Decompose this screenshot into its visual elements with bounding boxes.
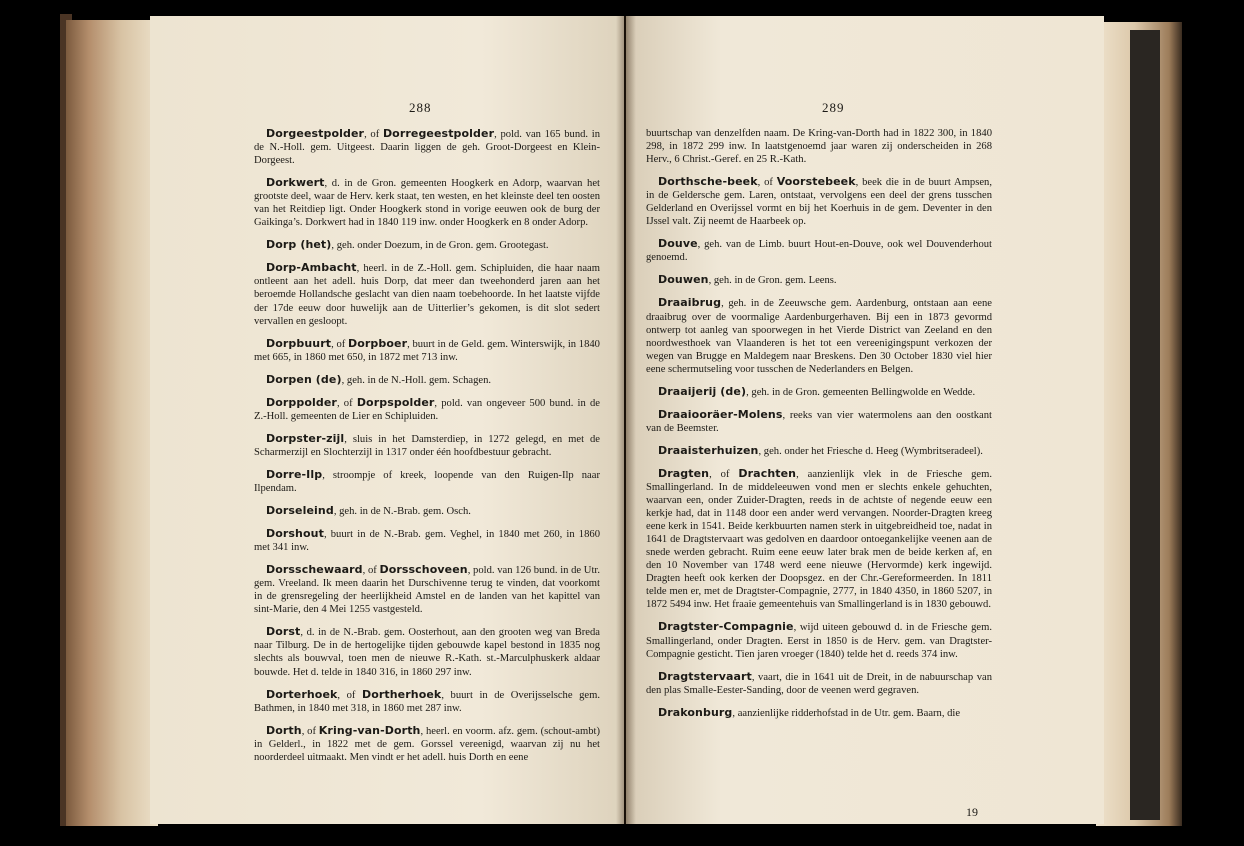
entry-headword: Draaibrug xyxy=(658,296,722,310)
entry-text: , sluis in het Damsterdiep, in 1272 gelegd, en met de Scharmerzijl en Slochterzijl in 1317 onder één hoofdbestuur gebracht. xyxy=(254,433,600,458)
left-page xyxy=(150,16,624,824)
dictionary-entry xyxy=(254,468,600,495)
dictionary-entry xyxy=(646,273,992,287)
entry-alt-headword: Dorregeestpolder xyxy=(382,127,495,140)
right-page xyxy=(626,16,1104,824)
entry-headword: Dorshout xyxy=(266,527,324,541)
entry-headword: Douve xyxy=(658,237,698,251)
entry-connector: , of xyxy=(709,468,739,480)
dictionary-entry xyxy=(254,724,600,764)
continuation-text: buurtschap van denzelfden naam. De Kring-van-Dorth had in 1822 300, in 1840 298, in 1872 299 inw. In laatstgenoemd jaar waren zij onderscheiden in 268 Herv., 6 Christ.-Geref. en 25 R.-Kath. xyxy=(646,128,992,166)
entry-text: , geh. onder het Friesche d. Heeg (Wymbritseradeel). xyxy=(758,445,983,457)
entry-text: , pold. van 126 bund. in de Utr. gem. Vreeland. Ik meen daarin het Durschivenne terug te vinden, dat voorkomt in de grensregeling der heerlijkheid Amstel en de landen van het kapittel van sint-Marie, den 4 Mei 1255 vastgesteld. xyxy=(254,565,600,616)
dictionary-entry xyxy=(646,670,992,697)
entry-headword: Dragtstervaart xyxy=(658,669,752,683)
entry-alt-headword: Voorstebeek xyxy=(776,175,856,189)
entry-alt-headword: Drachten xyxy=(738,466,797,480)
dictionary-entry xyxy=(254,688,600,715)
entry-connector: , of xyxy=(364,129,383,140)
entry-headword: Dorp-Ambacht xyxy=(266,261,357,275)
entry-text: , stroompje of kreek, loopende van den Ruigen-Ilp naar Ilpendam. xyxy=(254,469,600,494)
entry-headword: Douwen xyxy=(658,273,709,287)
entry-text: , aanzienlijk vlek in de Friesche gem. Smallingerland. In de middeleeuwen vond men er slechts enkele gehuchten, waarvan een, onder Zuider-Dragten, reeds in de achtste of negende eeuw een kerkje had, dat in 1148 door een ander werd vervangen. Noorder-Dragten kreeg eene kerk in 1541. Beide kerkbuurten namen sterk in uitgebreidheid toe, nadat in 1641 de Dragtstervaart was gedolven en daardoor ontoegankelijke veenen aan de snede werden gebracht. Ruim eene eeuw later brak men de beide kerken af, en den 10 November van 1748 werd eene nieuwe (Hervormde) kerk ingewijd. Dragten heeft ook kerken der Doopsgez. en der Chr.-Gereformeerden. In 1811 telde men er, met de Dragtster-Compagnie, 2777, in 1840 4350, in 1860 5207, in 1872 5494 inw. Het fraaie gemeentehuis van Smallingerland is in 1830 gebouwd. xyxy=(646,468,992,611)
entry-text: , pold. van ongeveer 500 bund. in de Z.-Holl. gemeenten de Lier en Schipluiden. xyxy=(254,397,600,422)
entry-text: , buurt in de N.-Brab. gem. Veghel, in 1840 met 260, in 1860 met 341 inw. xyxy=(254,529,600,554)
entry-headword: Dorppolder xyxy=(266,395,337,409)
entry-alt-headword: Dorpboer xyxy=(348,336,408,350)
dictionary-entry xyxy=(646,237,992,264)
entry-headword: Draaiooräer-Molens xyxy=(658,407,783,421)
entry-connector: , of xyxy=(757,177,777,189)
entry-text: , buurt in de Geld. gem. Winterswijk, in 1840 met 665, in 1860 met 650, in 1872 met 713 inw. xyxy=(254,338,600,363)
book-cover-right xyxy=(1130,30,1160,820)
signature-mark: 19 xyxy=(966,805,978,819)
entry-headword: Dorpbuurt xyxy=(266,336,332,350)
dictionary-entry xyxy=(254,625,600,678)
entry-headword: Dorre-Ilp xyxy=(266,467,323,481)
entry-headword: Dorsschewaard xyxy=(266,563,363,577)
entry-text: , geh. in de Zeeuwsche gem. Aardenburg, ontstaan aan eene draaibrug over de voormalige Aardenburgerhaven. Bij een in 1873 gevormd ontwerp tot aanleg van spoorwegen in het Vierde District van Zeeland en den noordwesthoek van Vlaanderen is het tot een vereenigingspunt verkozen der wegen van Brugge en Maldegem naar Breskens. Den 30 October 1830 viel hier eene schermutseling voor tusschen de Nederlanders en Belgen. xyxy=(646,298,992,375)
entry-headword: Dragtster-Compagnie xyxy=(658,620,794,634)
entry-headword: Dorgeestpolder xyxy=(266,127,365,140)
dictionary-entry xyxy=(646,408,992,435)
dictionary-entry xyxy=(646,706,992,720)
dictionary-entry xyxy=(254,176,600,229)
entry-headword: Dorp (het) xyxy=(266,238,332,252)
page-edges-left xyxy=(66,20,158,826)
dictionary-entry xyxy=(646,444,992,458)
entry-connector: , of xyxy=(337,689,362,701)
entry-connector: , of xyxy=(331,338,348,350)
entry-alt-headword: Dortherhoek xyxy=(361,687,442,701)
entry-headword: Dorseleind xyxy=(266,504,334,518)
dictionary-entry xyxy=(646,175,992,228)
page-number: 289 xyxy=(822,100,845,115)
entry-text: , heerl. in de Z.-Holl. gem. Schipluiden, die haar naam ontleent aan het adell. huis Dorp, dat meer dan tweehonderd jaren aan het beroemde Hollandsche geslacht van dien naam toebehoorde. In het laatste vijfde der 17de eeuw door huwelijk aan de Uitterlier’s gekomen, is dit slot sedert vervallen en gesloopt. xyxy=(254,263,600,327)
entry-headword: Drakonburg xyxy=(658,705,733,719)
entry-text: , geh. in de N.-Brab. gem. Osch. xyxy=(333,506,471,518)
entry-text: , geh. in de N.-Holl. gem. Schagen. xyxy=(341,374,492,386)
dictionary-entry xyxy=(254,504,600,518)
entry-text: , geh. van de Limb. buurt Hout-en-Douve, ook wel Douvenderhout genoemd. xyxy=(646,239,992,264)
entry-alt-headword: Kring-van-Dorth xyxy=(318,723,421,737)
entry-headword: Draaijerij (de) xyxy=(658,384,747,398)
dictionary-entry xyxy=(646,296,992,375)
book-gutter xyxy=(616,16,636,824)
entry-text: , beek die in de buurt Ampsen, in de Geldersche gem. Laren, ontstaat, vervolgens een deel der grens tusschen Gelderland en Overijssel vormt en bij het Koerhuis in de gem. Deventer in den IJssel valt. Zij neemt de Haarbeek op. xyxy=(646,177,992,228)
entry-text: , vaart, die in 1641 uit de Dreit, in de nabuurschap van den plas Smalle-Eester-Sanding, door de veenen werd gegraven. xyxy=(646,671,992,696)
entry-headword: Dorpen (de) xyxy=(266,372,342,386)
entry-headword: Dragten xyxy=(658,466,710,480)
entry-text: , reeks van vier watermolens aan den oostkant van de Beemster. xyxy=(646,409,992,434)
entry-text: , wijd uiteen gebouwd d. in de Friesche gem. Smallingerland, onder Dragten. Eerst in 1850 is de Herv. gem. van Dragtster-Compagnie gesticht. Tien jaren vroeger (1840) telde het d. reeds 374 inw. xyxy=(646,622,992,660)
dictionary-entry xyxy=(254,238,600,252)
dictionary-entry xyxy=(646,620,992,660)
entry-headword: Dorthsche-beek xyxy=(658,175,758,189)
entry-headword: Dorterhoek xyxy=(266,687,338,701)
entry-alt-headword: Dorpspolder xyxy=(356,395,435,409)
entry-text: , d. in de N.-Brab. gem. Oosterhout, aan den grooten weg van Breda naar Tilburg. De in de hertogelijke tijden gebouwde kapel bestond in 1835 nog slechts als bouwval, toen men de nieuwe R.-Kath. st.-Marculphuskerk aldaar bouwde. Het d. telde in 1840 316, in 1860 297 inw. xyxy=(254,627,600,678)
entry-headword: Dorst xyxy=(266,625,301,639)
dictionary-entry xyxy=(254,261,600,327)
entry-text: , heerl. en voorm. afz. gem. (schout-ambt) in Gelderl., in 1822 met de gem. Gorssel vereenigd, waarvan zij nu het noorderdeel uitmaakt. Men vindt er het adell. huis Dorth en eene xyxy=(254,725,600,763)
dictionary-entry xyxy=(254,527,600,554)
dictionary-entry xyxy=(254,337,600,364)
entry-text: , geh. in de Gron. gemeenten Bellingwolde en Wedde. xyxy=(746,386,976,398)
entry-connector: , of xyxy=(301,725,319,737)
dictionary-entry xyxy=(254,432,600,459)
entry-text: , geh. onder Doezum, in de Gron. gem. Grootegast. xyxy=(331,240,549,252)
entry-text: , d. in de Gron. gemeenten Hoogkerk en Adorp, waarvan het grootste deel, waar de Herv. kerk staat, ten westen, en het kleinste deel ten oosten van het Reitdiep ligt. Onder Hoogkerk stond in vorige eeuwen ook de burg der Gaikinga’s. Dorkwert had in 1840 119 inw. onder Hoogkerk en 8 onder Adorp. xyxy=(254,178,600,229)
dictionary-entry xyxy=(646,385,992,399)
dictionary-entry xyxy=(254,396,600,423)
entry-text: , aanzienlijke ridderhofstad in de Utr. gem. Baarn, die xyxy=(732,707,961,719)
entry-text: , buurt in de Overijsselsche gem. Bathmen, in 1840 met 318, in 1860 met 287 inw. xyxy=(254,689,600,714)
entry-alt-headword: Dorsschoveen xyxy=(379,563,468,577)
page-number: 288 xyxy=(409,100,432,115)
entry-headword: Dorpster-zijl xyxy=(266,431,345,445)
entry-connector: , of xyxy=(336,397,357,409)
right-text-column xyxy=(646,127,992,729)
entry-headword: Dorkwert xyxy=(266,176,325,190)
entry-headword: Dorth xyxy=(266,723,302,737)
entry-connector: , of xyxy=(362,565,380,577)
entry-headword: Draaisterhuizen xyxy=(658,443,759,457)
left-text-column xyxy=(254,127,600,773)
dictionary-entry xyxy=(254,563,600,616)
dictionary-entry xyxy=(254,373,600,387)
dictionary-entry xyxy=(646,467,992,612)
entry-text: , pold. van 165 bund. in de N.-Holl. gem. Uitgeest. Daarin liggen de geh. Groot-Dorgeest en Klein-Dorgeest. xyxy=(254,129,600,167)
dictionary-entry xyxy=(254,127,600,167)
entry-text: , geh. in de Gron. gem. Leens. xyxy=(708,275,837,287)
